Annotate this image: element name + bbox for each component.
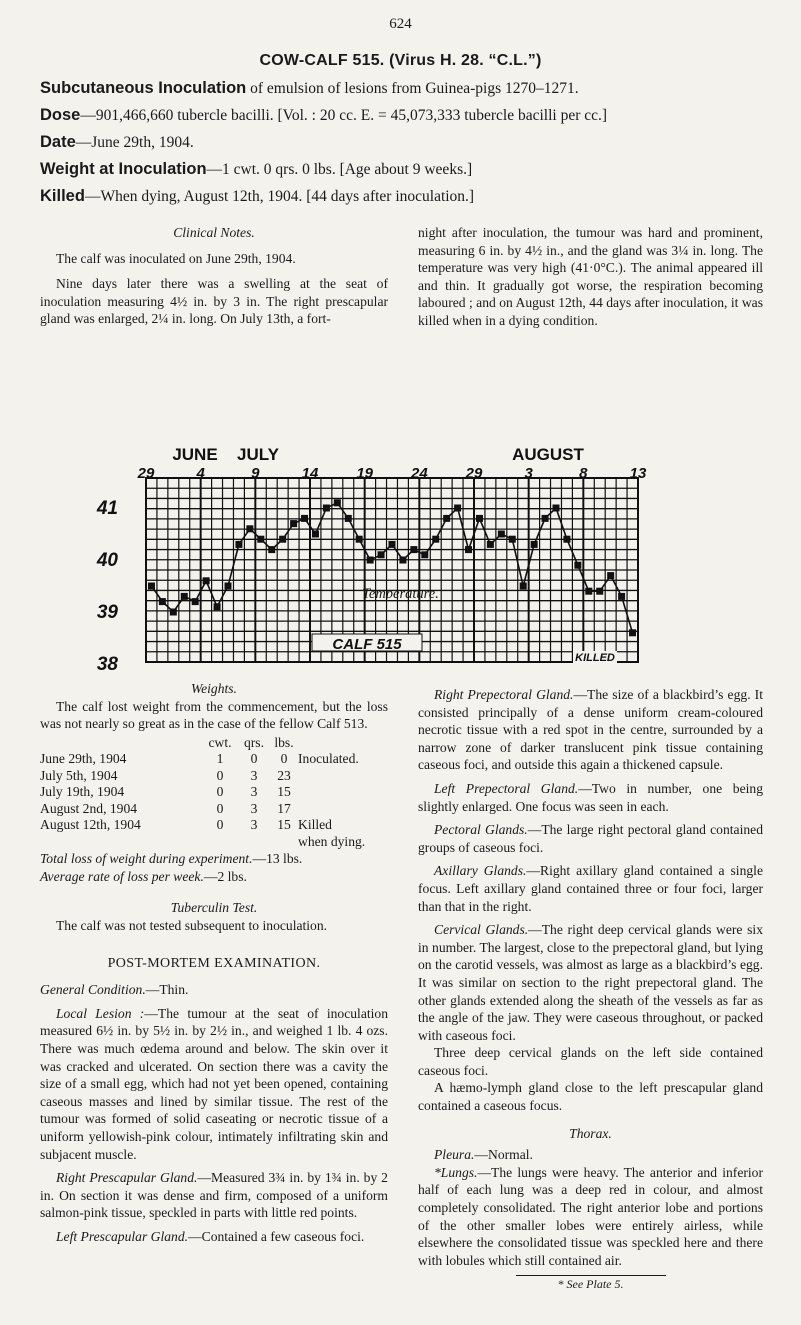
y-tick-label: 41 <box>96 498 118 519</box>
date-label: 13 <box>629 465 647 482</box>
clinical-p3: night after inoculation, the tumour was hard and prominent, measuring 6 in. by 4½ in., and the gland was 3¼ in. long. The temperature was very high (41·0°C.). The animal appeared ill and thin. It gradually got worse, the respiration becoming laboured ; and on August 12th, 44 days after inoculation, it was killed when in a dying condition. <box>418 225 763 328</box>
temperature-point <box>323 505 330 512</box>
temperature-point <box>345 515 352 522</box>
weights-row: August 12th, 1904 0 3 15 Killed <box>40 817 332 833</box>
chart-title: Temperature. <box>362 586 439 602</box>
killed-continuation: when dying. <box>298 833 366 849</box>
left-prepectoral: Left Prepectoral Gland.—Two in number, one being slightly enlarged. One focus was seen in each. <box>418 780 763 814</box>
date-label: 8 <box>579 465 588 482</box>
date-label: 29 <box>465 465 483 482</box>
temperature-point <box>465 546 472 553</box>
tuberculin-text: The calf was not tested subsequent to inoculation. <box>56 918 328 934</box>
temperature-line <box>151 503 632 633</box>
temperature-point <box>301 515 308 522</box>
temperature-point <box>214 603 221 610</box>
clinical-heading: Clinical Notes. <box>173 225 255 240</box>
postmortem-heading: POST-MORTEM EXAMINATION. <box>107 955 321 971</box>
weights-row: June 29th, 1904 1 0 0 Inoculated. <box>40 751 359 767</box>
weights-heading: Weights. <box>191 681 237 696</box>
temperature-point <box>509 536 516 543</box>
right-prescapular: Right Prescapular Gland.—Measured 3¾ in. by 1¾ in. by 2 in. On section it was dense and firm, composed of a uniform salmon-pink tissue, speckled in parts with little red points. <box>40 1170 388 1221</box>
clinical-p2: Nine days later there was a swelling at the seat of inoculation measuring 4½ in. by 3 in. The right prescapular gland was enlarged, 2¼ in. long. On July 13th, a fort- <box>40 276 388 327</box>
temperature-point <box>487 541 494 548</box>
month-label: JULY <box>237 445 279 464</box>
temperature-point <box>225 583 232 590</box>
postmortem-right <box>418 686 763 1294</box>
tuberculin-heading: Tuberculin Test. <box>170 900 258 916</box>
temperature-point <box>443 515 450 522</box>
temperature-point <box>389 541 396 548</box>
temperature-point <box>257 536 264 543</box>
temperature-point <box>356 536 363 543</box>
weights-row: July 19th, 1904 0 3 15 <box>40 784 291 800</box>
y-tick-label: 39 <box>96 602 118 623</box>
date-label: 3 <box>524 465 533 482</box>
temperature-point <box>203 577 210 584</box>
weights-section <box>40 680 388 1246</box>
page-number: 624 <box>389 16 412 32</box>
temperature-point <box>246 525 253 532</box>
temperature-point <box>410 546 417 553</box>
date-label: 24 <box>410 465 428 482</box>
page-title: COW-CALF 515. (Virus H. 28. “C.L.”) <box>259 52 542 69</box>
local-lesion: Local Lesion :—The tumour at the seat of inoculation measured 6½ in. by 5½ in. by 2½ in., and weighed 1 lb. 4 ozs. There was much œdema around and below. The skin over it was cracked and ulcerated. On section there was a cavity the size of a small egg, which had not yet been opened, containing caseous masses and lined by similar tissue. The rest of the tumour was formed of solid caseating or necrotic tissue of a uniform yellowish-pink colour, intimately infiltrating skin and subjacent muscle. <box>40 1005 389 1162</box>
pleura: Pleura.—Normal. <box>434 1147 533 1163</box>
weights-header-row: cwt. qrs. lbs. <box>208 734 294 750</box>
temperature-point <box>520 583 527 590</box>
month-label: JUNE <box>172 445 218 464</box>
temperature-point <box>148 583 155 590</box>
header-dose: Dose—901,466,660 tubercle bacilli. [Vol. : 20 cc. E. = 45,073,333 tubercle bacilli per cc.] <box>40 106 608 124</box>
month-label: AUGUST <box>512 445 584 464</box>
weights-intro: The calf lost weight from the commencement, but the loss was not nearly so great as in the case of the fellow Calf 513. <box>40 698 388 732</box>
temperature-point <box>574 562 581 569</box>
weights-average: Average rate of loss per week.—2 lbs. <box>40 868 247 884</box>
temperature-point <box>268 546 275 553</box>
cervical-glands: Cervical Glands.—The right deep cervical glands were six in number. The largest, close to the prepectoral gland, but lying on the carotid vessels, was almost as large as a blackbird’s egg. It was similar on section to the right prepectoral gland. The other glands extended along the sheath of the vessels as far as the angle of the jaw. They were caseous throughout, or packed with caseous foci. <box>418 922 763 1043</box>
axillary-glands: Axillary Glands.—Right axillary gland contained a single focus. Left axillary gland contained three or four foci, larger than that in the right. <box>418 863 763 914</box>
temperature-point <box>618 593 625 600</box>
temperature-point <box>476 515 483 522</box>
temperature-point <box>629 629 636 636</box>
temperature-point <box>432 536 439 543</box>
temperature-point <box>159 598 166 605</box>
temperature-point <box>563 536 570 543</box>
temperature-point <box>290 520 297 527</box>
temperature-point <box>367 557 374 564</box>
footnote: * See Plate 5. <box>557 1277 624 1292</box>
right-prepectoral: Right Prepectoral Gland.—The size of a blackbird’s egg. It consisted principally of a dense uniform cream-coloured necrotic tissue with a red spot in the centre, surrounded by a narrow zone of darker translucent pink tissue containing caseous foci, and outside this again a thickened capsule. <box>418 687 763 773</box>
y-tick-label: 38 <box>96 654 118 675</box>
weights-table <box>40 735 388 851</box>
pectoral-glands: Pectoral Glands.—The large right pectoral gland contained groups of caseous foci. <box>418 822 763 855</box>
temperature-point <box>235 541 242 548</box>
temperature-point <box>192 598 199 605</box>
temperature-point <box>596 588 603 595</box>
date-label: 19 <box>356 465 374 482</box>
temperature-point <box>399 557 406 564</box>
temperature-point <box>531 541 538 548</box>
header-weight: Weight at Inoculation—1 cwt. 0 qrs. 0 lbs. [Age about 9 weeks.] <box>40 160 473 178</box>
lungs: *Lungs.—The lungs were heavy. The anterior and inferior half of each lung was a deep red in colour, and almost completely consolidated. The right anterior lobe and portions of the other smaller lobes were entirely airless, while elsewhere the consolidated tissue was speckled here and there with lobules which still contained air. <box>418 1164 763 1268</box>
y-tick-label: 40 <box>96 550 118 571</box>
temperature-point <box>334 499 341 506</box>
header-killed: Killed—When dying, August 12th, 1904. [44 days after inoculation.] <box>40 187 475 205</box>
temperature-point <box>170 609 177 616</box>
weights-row: August 2nd, 1904 0 3 17 <box>40 800 291 816</box>
annotation-killed: KILLED <box>575 652 615 664</box>
temperature-point <box>607 572 614 579</box>
temperature-point <box>454 505 461 512</box>
temperature-point <box>312 531 319 538</box>
temperature-point <box>181 593 188 600</box>
temperature-point <box>585 588 592 595</box>
weights-row: July 5th, 1904 0 3 23 <box>40 767 291 783</box>
clinical-p1: The calf was inoculated on June 29th, 1904. <box>56 250 296 266</box>
header-inoculation: Subcutaneous Inoculation of emulsion of lesions from Guinea-pigs 1270–1271. <box>40 79 579 97</box>
temperature-point <box>542 515 549 522</box>
annotation-calf: CALF 515 <box>332 636 402 653</box>
general-condition: General Condition.—Thin. <box>40 982 189 998</box>
date-label: 9 <box>251 465 260 482</box>
temperature-point <box>378 551 385 558</box>
temperature-point <box>498 531 505 538</box>
cervical-left: Three deep cervical glands on the left side contained caseous foci. <box>418 1045 763 1078</box>
date-label: 4 <box>196 465 205 482</box>
temperature-point <box>553 505 560 512</box>
left-prescapular: Left Prescapular Gland.—Contained a few caseous foci. <box>56 1228 365 1244</box>
temperature-point <box>421 551 428 558</box>
header-date: Date—June 29th, 1904. <box>40 133 194 151</box>
weights-total: Total loss of weight during experiment.—13 lbs. <box>40 851 303 867</box>
thorax-heading: Thorax. <box>569 1125 612 1141</box>
haemo-lymph: A hæmo-lymph gland close to the left prescapular gland contained a caseous focus. <box>418 1080 763 1114</box>
temperature-point <box>279 536 286 543</box>
date-label: 14 <box>301 465 319 482</box>
date-label: 29 <box>137 465 155 482</box>
